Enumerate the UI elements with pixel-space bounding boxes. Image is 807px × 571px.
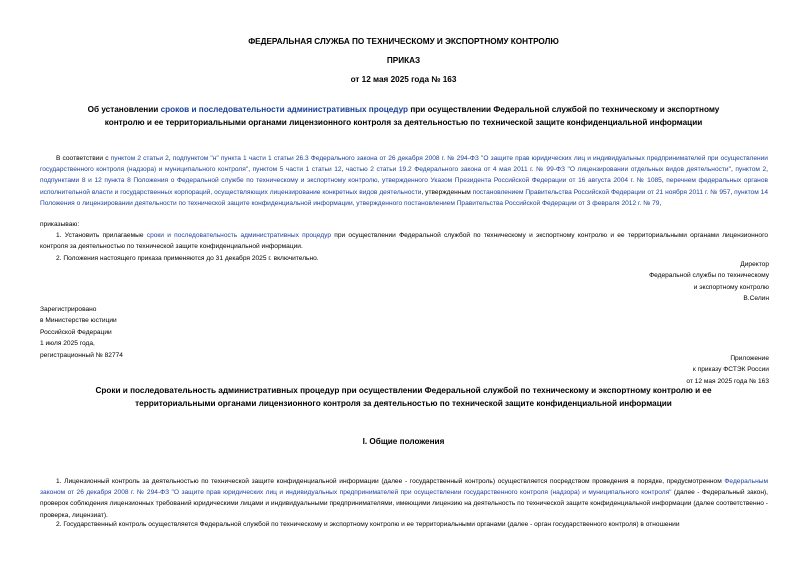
appendix-paragraph-1	[40, 476, 768, 521]
preamble-text: ,	[730, 188, 735, 196]
preamble-text: ,	[661, 177, 667, 185]
registration-number: регистрационный № 82774	[40, 351, 123, 359]
registration-date: 1 июля 2025 года,	[40, 340, 95, 348]
doc-title-rest: при осуществлении Федеральной службой по техническому и экспортному	[408, 105, 720, 114]
preamble-paragraph	[40, 153, 768, 209]
appendix-label: Приложение	[730, 355, 769, 362]
preamble-text: ,	[730, 166, 736, 174]
item-text: при осуществлении Федеральной службой по техническому и экспортному контролю и ее территориальными органами лицензионного контроля за деятельностью по технической защите конфиденциальной информации.	[40, 232, 768, 251]
preamble-text: В соответствии с	[56, 155, 111, 162]
order-word-text: приказываю:	[40, 221, 80, 228]
appendix-order: к приказу ФСТЭК России	[692, 366, 769, 374]
law-link[interactable]: частью 2 статьи 19.2 Федерального закона от 4 мая 2011 г. № 99-ФЗ "О лицензировании отдельных видов деятельности"	[345, 166, 731, 174]
item-text: 1. Установить прилагаемые	[56, 232, 147, 239]
signature-name: В.Селин	[743, 295, 769, 303]
appendix-title-line: территориальными органами лицензионного контроля за деятельностью по технической защите конфиденциальной информации	[135, 398, 672, 408]
registration-line: Российской Федерации	[40, 328, 112, 336]
law-link[interactable]: перечнем федеральных органов исполнительной власти и государственных корпораций, осуществляющих лицензирование конкретных видов деятельности	[40, 177, 768, 196]
appendix-paragraph-2	[40, 519, 768, 530]
law-link[interactable]: подпунктом "н" пункта 1 части 1 статьи 26.3 Федерального закона от 26 декабря 2008 г. № 294-ФЗ "О защите прав юридических лиц и индивидуальных предпринимателей при осуществлении государственного контроля (надзора) и муниципального контроля"	[40, 155, 768, 174]
appendix-title-line: Сроки и последовательность административных процедур при осуществлении Федеральной службой по техническому и экспортному контролю и ее	[95, 386, 712, 395]
preamble-text: ,	[168, 155, 173, 162]
appendix-title	[0, 385, 807, 410]
appendix-date: от 12 мая 2025 года № 163	[686, 377, 769, 385]
doc-title-prefix: Об установлении	[87, 105, 161, 114]
signature-position: Директор	[740, 261, 769, 268]
law-link[interactable]: подпунктами 8 и 12 пункта 8 Положения о Федеральной службе по техническому и экспортному контролю, утвержденного Указом Президента Российской Федерации от 16 августа 2004 г. № 1085	[40, 177, 662, 185]
order-word	[40, 219, 768, 230]
signature-agency: Федеральной службы по техническому	[649, 272, 769, 280]
law-link[interactable]: пунктом 14 Положения о лицензировании деятельности по технической защите конфиденциальной информации, утвержденного постановлением Правительства Российской Федерации от 3 февраля 2012 г. № 79	[40, 188, 769, 207]
registration-line: Зарегистрировано	[40, 306, 97, 313]
registration-line: в Министерстве юстиции	[40, 317, 117, 325]
preamble-text: , утвержденным	[421, 188, 473, 196]
doc-title-line2: контролю и ее территориальными органами лицензионного контроля за деятельностью по технической защите конфиденциальной информации	[104, 118, 703, 127]
law-link[interactable]: пунктом 2 статьи 2	[110, 155, 169, 162]
order-item-1	[40, 230, 768, 252]
law-link[interactable]: пунктом 2	[735, 166, 767, 174]
doc-date-number: от 12 мая 2025 года № 163	[350, 75, 457, 84]
appendix-link[interactable]: сроки и последовательность административных процедур	[146, 232, 332, 239]
law-link[interactable]: постановлением Правительства Российской Федерации от 21 ноября 2011 г. № 957	[472, 188, 731, 196]
agency-title: ФЕДЕРАЛЬНАЯ СЛУЖБА ПО ТЕХНИЧЕСКОМУ И ЭКСПОРТНОМУ КОНТРОЛЮ	[248, 37, 559, 46]
paragraph-text: 1. Лицензионный контроль за деятельностью по технической защите конфиденциальной информации (далее - государственный контроль) осуществляется посредством проведения в порядке, предусмотренном	[56, 478, 725, 485]
preamble-text: ,	[659, 199, 662, 207]
preamble-text: ,	[248, 166, 253, 174]
law-link[interactable]: Федеральным законом от 26 декабря 2008 г. № 294-ФЗ "О защите прав юридических лиц и индивидуальных предпринимателей при осуществлении государственного контроля (надзора) и муниципального контроля"	[40, 478, 768, 497]
paragraph-text: 2. Государственный контроль осуществляется Федеральной службой по техническому и экспортному контролю и ее территориальными органами (далее - орган государственного контроля) в отношении	[56, 521, 680, 528]
item-text: 2. Положения настоящего приказа применяются до 31 декабря 2025 г. включительно.	[56, 255, 319, 262]
appendix-reference	[686, 353, 769, 387]
signature-agency-cont: и экспортному контролю	[693, 283, 769, 291]
law-link[interactable]: пунктом 5 части 1 статьи 12	[252, 166, 342, 174]
doc-title	[0, 103, 807, 129]
preamble-text: ,	[341, 166, 346, 174]
signature-block	[649, 257, 769, 305]
doc-type: ПРИКАЗ	[386, 56, 421, 65]
preamble-text: ,	[766, 166, 769, 174]
registration-block	[40, 304, 123, 361]
doc-title-link[interactable]: сроков и последовательности административных процедур	[160, 105, 409, 114]
paragraph-text: (далее - Федеральный закон), проверок соблюдения лицензионных требований юридическими лицами и индивидуальными предпринимателями, имеющими лицензию на деятельность по технической защите конфиденциальной информации (далее соответственно - проверка, лицензиат).	[40, 489, 768, 519]
section-heading: I. Общие положения	[362, 437, 445, 446]
